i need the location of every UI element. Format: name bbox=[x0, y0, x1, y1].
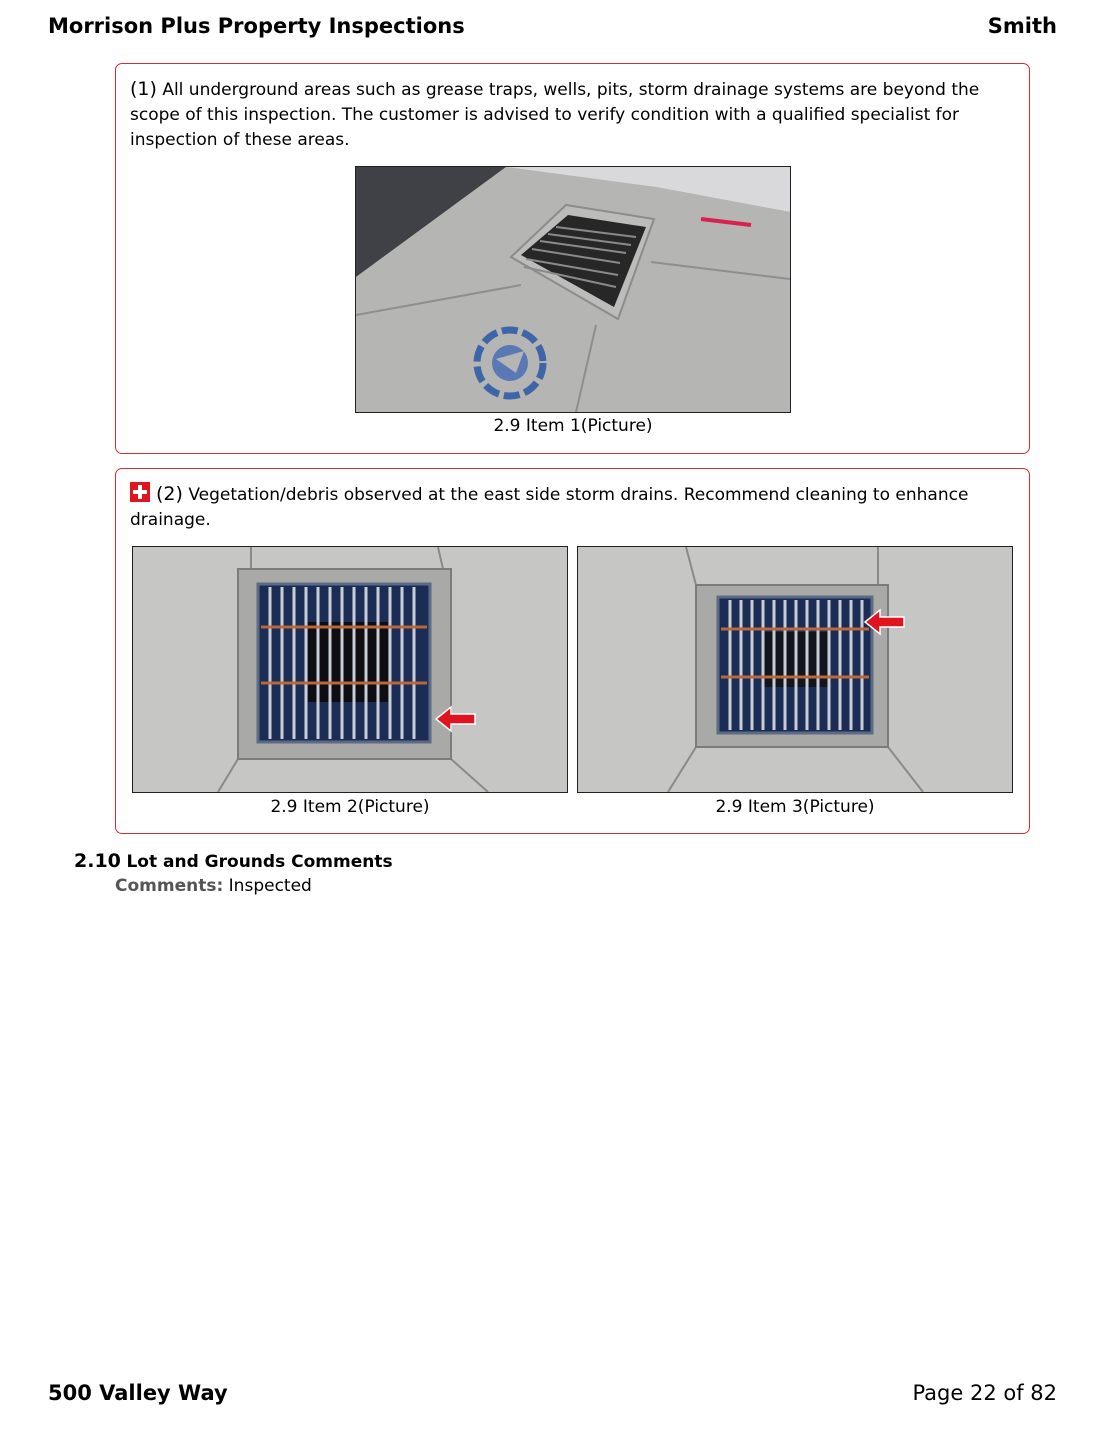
item-1-number: (1) bbox=[130, 78, 157, 100]
item-3-caption: 2.9 Item 3(Picture) bbox=[715, 797, 875, 817]
item-2-caption: 2.9 Item 2(Picture) bbox=[270, 797, 430, 817]
company-name: Morrison Plus Property Inspections bbox=[48, 14, 465, 38]
item-2-text: Vegetation/debris observed at the east side storm drains. Recommend cleaning to enhance drainage. bbox=[130, 485, 969, 530]
client-name: Smith bbox=[987, 14, 1057, 38]
section-title: Lot and Grounds Comments bbox=[126, 852, 393, 872]
item-box-1 bbox=[115, 63, 1030, 454]
property-address: 500 Valley Way bbox=[48, 1381, 228, 1405]
comments-label: Comments: bbox=[115, 876, 224, 896]
comments-value: Inspected bbox=[228, 876, 312, 896]
item-2-number: (2) bbox=[156, 483, 183, 505]
repair-cross-icon bbox=[130, 482, 150, 502]
item-1-paragraph bbox=[130, 77, 1017, 153]
item-1-text: All underground areas such as grease traps, wells, pits, storm drainage systems are beyond the scope of this inspection. The customer is advised to verify condition with a qualified specialist for inspection of these areas. bbox=[130, 80, 980, 150]
page-number: Page 22 of 82 bbox=[912, 1381, 1057, 1405]
item-3-picture[interactable] bbox=[577, 546, 1013, 793]
item-box-2 bbox=[115, 468, 1030, 834]
item-2-picture[interactable] bbox=[132, 546, 568, 793]
item-1-caption: 2.9 Item 1(Picture) bbox=[493, 416, 653, 436]
section-number: 2.10 bbox=[74, 850, 121, 872]
item-1-picture[interactable] bbox=[355, 166, 791, 413]
section-heading bbox=[74, 850, 393, 872]
item-2-paragraph bbox=[130, 482, 1017, 533]
section-comments bbox=[115, 876, 312, 896]
